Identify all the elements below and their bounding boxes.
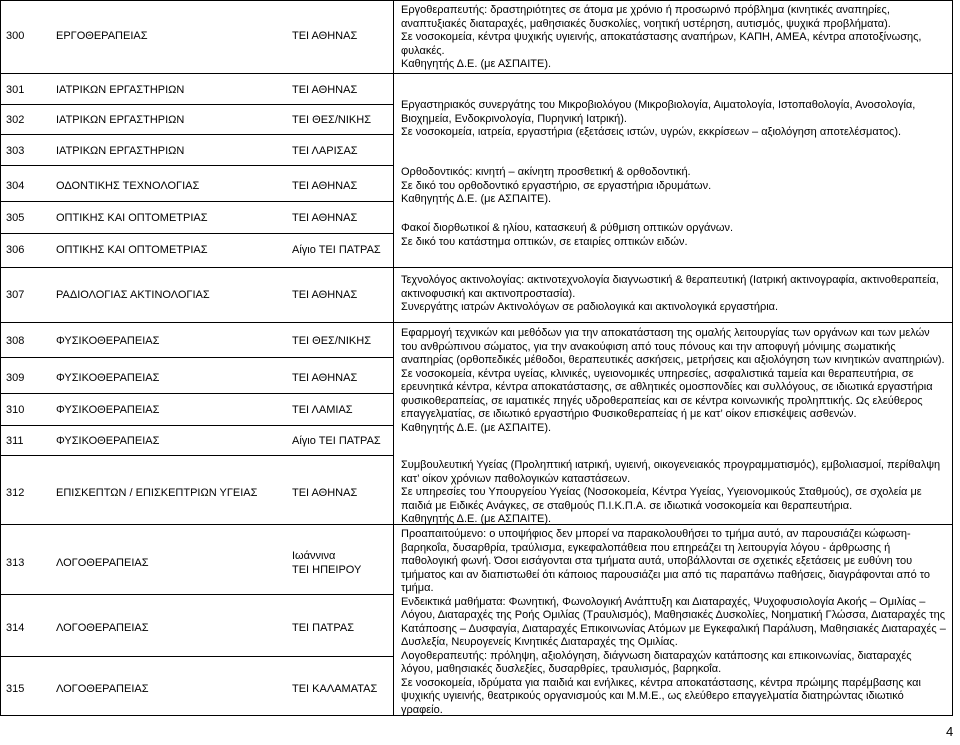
row-institution: ΤΕΙ ΑΘΗΝΑΣ	[292, 180, 358, 192]
row-code: 301	[6, 84, 25, 96]
row-department: ΟΔΟΝΤΙΚΗΣ ΤΕΧΝΟΛΟΓΙΑΣ	[56, 180, 200, 192]
cell-divider	[0, 656, 393, 657]
column-divider	[0, 0, 1, 716]
row-divider	[0, 0, 952, 1]
description-307	[401, 274, 946, 315]
row-institution: ΤΕΙ ΑΘΗΝΑΣ	[292, 212, 358, 224]
row-code: 311	[6, 435, 24, 447]
description-text: Καθηγητής Δ.Ε. (με ΑΣΠΑΙΤΕ).	[401, 421, 552, 434]
row-code: 309	[6, 372, 25, 384]
description-text: Σε νοσοκομεία, ιατρεία, εργαστήρια (εξετάσεις ιστών, υγρών, εκκρίσεων – αξιολόγηση αποτελέσματος).	[401, 126, 902, 138]
row-institution: ΤΕΙ ΑΘΗΝΑΣ	[292, 289, 358, 301]
cell-divider	[0, 357, 393, 358]
row-department: ΦΥΣΙΚΟΘΕΡΑΠΕΙΑΣ	[56, 435, 160, 447]
column-divider	[952, 0, 953, 716]
row-institution: ΤΕΙ ΛΑΜΙΑΣ	[292, 404, 353, 416]
description-text: Ορθοδοντικός: κινητή – ακίνητη προσθετική & ορθοδοντική.	[401, 166, 691, 178]
row-department: ΛΟΓΟΘΕΡΑΠΕΙΑΣ	[56, 557, 149, 569]
row-divider	[0, 322, 952, 323]
row-department: ΕΡΓΟΘΕΡΑΠΕΙΑΣ	[56, 30, 148, 42]
row-department: ΕΠΙΣΚΕΠΤΩΝ / ΕΠΙΣΚΕΠΤΡΙΩΝ ΥΓΕΙΑΣ	[56, 487, 258, 499]
row-code: 300	[6, 30, 25, 42]
description-text: Λογοθεραπευτής: πρόληψη, αξιολόγηση, διάγνωση διαταραχών κατάποσης και επικοινωνίας, διαταραχές λόγου, μαθησιακές δυσλεξίες, δυσαρθρίες, τραυλισμός, βαρηκοΐα.	[401, 649, 912, 675]
row-code: 310	[6, 404, 25, 416]
description-313-315	[401, 528, 946, 717]
cell-divider	[0, 201, 393, 202]
row-code: 302	[6, 114, 25, 126]
row-code: 308	[6, 335, 25, 347]
row-code: 303	[6, 145, 25, 157]
cell-divider	[0, 455, 393, 456]
row-code: 307	[6, 289, 25, 301]
row-divider	[0, 73, 952, 74]
description-text: Τεχνολόγος ακτινολογίας: ακτινοτεχνολογία διαγνωστική & θεραπευτική (Ιατρική ακτινογραφία, ακτινοθεραπεία, ακτινοφυσική και ακτινοπροστασία).	[401, 274, 939, 300]
row-institution: ΤΕΙ ΘΕΣ/ΝΙΚΗΣ	[292, 114, 371, 126]
row-department: ΡΑΔΙΟΛΟΓΙΑΣ ΑΚΤΙΝΟΛΟΓΙΑΣ	[56, 289, 210, 301]
row-code: 313	[6, 557, 25, 569]
cell-divider	[0, 393, 393, 394]
row-institution: ΤΕΙ ΠΑΤΡΑΣ	[292, 622, 355, 634]
description-300	[401, 4, 946, 72]
description-text: Καθηγητής Δ.Ε. (με ΑΣΠΑΙΤΕ).	[401, 193, 552, 205]
description-text: Σε δικό του ορθοδοντικό εργαστήριο, σε εργαστήρια ιδρυμάτων.	[401, 179, 712, 192]
row-code: 305	[6, 212, 25, 224]
description-text: Συμβουλευτική Υγείας (Προληπτική ιατρική, υγιεινή, οικογενειακός προγραμματισμός), εμβολιασμοί, περίθαλψη κατ’ οίκον χρόνιων παθολογικών καταστάσεων.	[401, 459, 941, 485]
row-institution: Αίγιο ΤΕΙ ΠΑΤΡΑΣ	[292, 244, 381, 256]
description-304	[401, 166, 946, 207]
description-305-306	[401, 222, 946, 249]
row-institution: ΤΕΙ ΑΘΗΝΑΣ	[292, 487, 358, 499]
row-institution-city: Ιωάννινα	[292, 550, 336, 562]
row-institution: ΤΕΙ ΗΠΕΙΡΟΥ	[292, 564, 362, 576]
description-text: Εφαρμογή τεχνικών και μεθόδων για την αποκατάσταση της ομαλής λειτουργίας των οργάνων και των μελών του ανθρώπινου σώματος, για την ανακούφιση από τους πόνους και την αποφυγή μόνιμης σωματικής αναπηρίας (ορθοπεδικές μέθοδοι, θεραπευτικές ασκήσεις, μετρήσεις και αξιολόγηση των κινητικών αναπηριών).	[401, 327, 945, 366]
cell-divider	[0, 425, 393, 426]
row-code: 312	[6, 487, 25, 499]
description-text: Προαπαιτούμενο: ο υποψήφιος δεν μπορεί να παρακολουθήσει το τμήμα αυτό, αν παρουσιάζει κώφωση-βαρηκοΐα, δυσαρθρία, τραύλισμα, εγκεφαλοπάθεια που επηρεάζει τη λειτουργία λόγου - άρθρωσης ή παθολογική φωνή. Όσοι εισάγονται στα τμήματα αυτά, υποβάλλονται σε σχετικές εξετάσεις με ευθύνη του τμήματος και αν διαπιστωθεί ότι κάποιος παρουσιάζει μια από τις παραπάνω παθήσεις, διαγράφονται από το τμήμα.	[401, 528, 931, 594]
row-department: ΙΑΤΡΙΚΩΝ ΕΡΓΑΣΤΗΡΙΩΝ	[56, 84, 185, 96]
row-department: ΦΥΣΙΚΟΘΕΡΑΠΕΙΑΣ	[56, 372, 160, 384]
cell-divider	[0, 594, 393, 595]
row-code: 315	[6, 683, 25, 695]
description-text: Σε δικό του κατάστημα οπτικών, σε εταιρίες οπτικών ειδών.	[401, 235, 688, 248]
row-department: ΙΑΤΡΙΚΩΝ ΕΡΓΑΣΤΗΡΙΩΝ	[56, 145, 185, 157]
row-department: ΦΥΣΙΚΟΘΕΡΑΠΕΙΑΣ	[56, 335, 160, 347]
description-301-303	[401, 99, 946, 140]
description-text: Σε νοσοκομεία, ιδρύματα για παιδιά και ενήλικες, κέντρα αποκατάστασης, κέντρα πρώιμης παρέμβασης και ψυχικής υγιεινής, θεατρικούς οργανισμούς και Μ.Μ.Ε., ως ελεύθερο επαγγελματία διατηρώντας ιδιωτικό γραφείο.	[401, 676, 921, 716]
row-institution: ΤΕΙ ΑΘΗΝΑΣ	[292, 84, 358, 96]
description-text: Σε νοσοκομεία, κέντρα υγείας, κλινικές, υγειονομικές υπηρεσίες, ασφαλιστικά ταμεία και θεραπευτήρια, σε ερευνητικά κέντρα, κέντρα αποκατάστασης, σε αθλητικές ομοσπονδίες και συλλόγους, σε ιδιωτικά εργαστήρια φυσικοθεραπείας, σε ιαματικές πηγές υδροθεραπείας και σε κέντρα κοινωνικής προληπτικής. Ως ελεύθερος επαγγελματίας, σε ιδιωτικό εργαστήριο Φυσικοθεραπείας ή με κατ’ οίκον επισκέψεις ασθενών.	[401, 367, 933, 420]
column-divider	[393, 0, 394, 716]
description-text: Ενδεικτικά μαθήματα: Φωνητική, Φωνολογική Ανάπτυξη και Διαταραχές, Ψυχοφυσιολογία Ακοής – Ομιλίας – Λόγου, Διαταραχές της Ροής Ομιλίας (Τραυλισμός), Μαθησιακές Δυσκολίες, Νοηματική Γλώσσα, Διαταραχές της Κατάποσης – Δυσφαγία, Διαταραχές Επικοινωνίας Ατόμων με Εγκεφαλική Παράλυση, Μαθησιακές Διαταραχές – Δυσλεξία, Νευρογενείς Κινητικές Διαταραχές της Ομιλίας.	[401, 595, 946, 648]
row-department: ΟΠΤΙΚΗΣ ΚΑΙ ΟΠΤΟΜΕΤΡΙΑΣ	[56, 212, 208, 224]
row-institution: Αίγιο ΤΕΙ ΠΑΤΡΑΣ	[292, 435, 381, 447]
row-code: 304	[6, 180, 25, 192]
description-text: Εργαστηριακός συνεργάτης του Μικροβιολόγου (Μικροβιολογία, Αιματολογία, Ιστοπαθολογία, Ανοσολογία, Βιοχημεία, Ενδοκρινολογία, Πυρηνική Ιατρική).	[401, 99, 916, 125]
description-text: Φακοί διορθωτικοί & ηλίου, κατασκευή & ρύθμιση οπτικών οργάνων.	[401, 222, 733, 234]
description-312	[401, 459, 946, 527]
description-text: Εργοθεραπευτής: δραστηριότητες σε άτομα με χρόνιο ή προσωρινό πρόβλημα (κινητικές αναπηρίες, αναπτυξιακές διαταραχές, μαθησιακές δυσκολίες, νοητική υστέρηση, αυτισμός, ψυχικά προβλήματα).	[401, 4, 891, 30]
row-institution: ΤΕΙ ΘΕΣ/ΝΙΚΗΣ	[292, 335, 371, 347]
description-text: Σε νοσοκομεία, κέντρα ψυχικής υγιεινής, αποκατάστασης αναπήρων, ΚΑΠΗ, ΑΜΕΑ, κέντρα αποτοξίνωσης, φυλακές.	[401, 31, 922, 57]
row-institution: ΤΕΙ ΛΑΡΙΣΑΣ	[292, 145, 358, 157]
cell-divider	[0, 134, 393, 135]
description-text: Συνεργάτης ιατρών Ακτινολόγων σε ραδιολογικά και ακτινολογικά εργαστήρια.	[401, 301, 779, 313]
description-text: Καθηγητής Δ.Ε. (με ΑΣΠΑΙΤΕ).	[401, 513, 552, 525]
row-institution: ΤΕΙ ΑΘΗΝΑΣ	[292, 30, 358, 42]
description-308-311	[401, 327, 946, 435]
description-text: Καθηγητής Δ.Ε. (με ΑΣΠΑΙΤΕ).	[401, 58, 552, 70]
row-institution: ΤΕΙ ΑΘΗΝΑΣ	[292, 372, 358, 384]
cell-divider	[0, 233, 393, 234]
row-code: 314	[6, 622, 25, 634]
row-divider	[0, 267, 952, 268]
row-department: ΦΥΣΙΚΟΘΕΡΑΠΕΙΑΣ	[56, 404, 160, 416]
row-institution: ΤΕΙ ΚΑΛΑΜΑΤΑΣ	[292, 683, 378, 695]
cell-divider	[0, 165, 393, 166]
page-number: 4	[946, 724, 954, 739]
row-department: ΟΠΤΙΚΗΣ ΚΑΙ ΟΠΤΟΜΕΤΡΙΑΣ	[56, 244, 208, 256]
description-text: Σε υπηρεσίες του Υπουργείου Υγείας (Νοσοκομεία, Κέντρα Υγείας, Υγειονομικούς Σταθμούς), σε σχολεία με παιδιά με Ειδικές Ανάγκες, σε σταθμούς Π.Ι.Κ.Π.Α. σε ιδιωτικά νοσοκομεία και θεραπευτήρια.	[401, 486, 922, 512]
cell-divider	[0, 104, 393, 105]
row-department: ΙΑΤΡΙΚΩΝ ΕΡΓΑΣΤΗΡΙΩΝ	[56, 114, 185, 126]
row-code: 306	[6, 244, 25, 256]
row-department: ΛΟΓΟΘΕΡΑΠΕΙΑΣ	[56, 622, 149, 634]
row-department: ΛΟΓΟΘΕΡΑΠΕΙΑΣ	[56, 683, 149, 695]
